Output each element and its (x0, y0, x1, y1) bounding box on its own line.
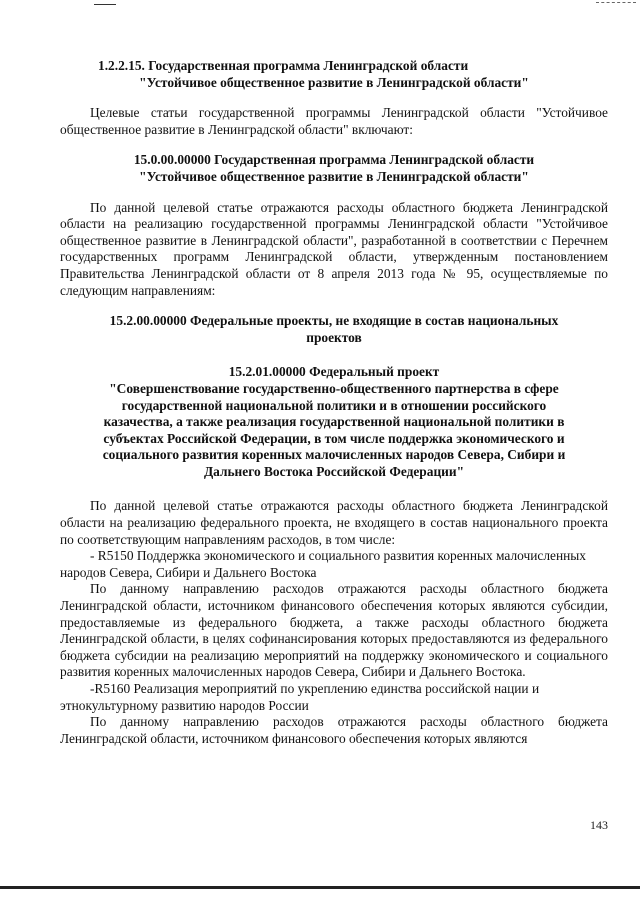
federal-project-heading-line1: 15.2.01.00000 Федеральный проект (228, 364, 440, 380)
federal-project-heading-line4: казачества, а также реализация государственной национальной политики в (103, 414, 565, 430)
intro-paragraph: Целевые статьи государственной программы Ленинградской области "Устойчивое общественное развитие в Ленинградской области" включают: (60, 105, 608, 137)
scan-artifact-line (94, 4, 116, 5)
federal-project-heading-line3: государственной национальной политики и в отношении российского (121, 397, 547, 413)
program-paragraph: По данной целевой статье отражаются расходы областного бюджета Ленинградской области на реализацию государственной программы Ленинградской области "Устойчивое общественное развитие в Ленинградской области", разработанной в соответствии с Перечнем государственных программ Ленинградской области, утвержденным постановлением Правительства Ленинградской области от 8 апреля 2013 года № 95, осуществляемые по следующим направлениям: (60, 199, 608, 298)
federal-project-heading-line5: субъектах Российской Федерации, в том числе поддержка экономического и (103, 430, 565, 446)
document-page (60, 58, 608, 747)
program-heading-line1: 15.0.00.00000 Государственная программа Ленинградской области (133, 152, 535, 168)
item-r5150-label: - R5150 Поддержка экономического и социального развития коренных малочисленных народов Севера, Сибири и Дальнего Востока (60, 548, 586, 580)
program-heading-line2: "Устойчивое общественное развитие в Ленинградской области" (139, 168, 529, 184)
federal-project-paragraph: По данной целевой статье отражаются расходы областного бюджета Ленинградской области на реализацию федерального проекта, не входящего в состав национального проекта по соответствующим направлениям расходов, в том числе: (60, 498, 608, 547)
scan-bottom-border (0, 886, 640, 889)
scan-artifact-line (596, 2, 636, 3)
federal-projects-heading-line1: 15.2.00.00000 Федеральные проекты, не входящие в состав национальных (109, 313, 559, 329)
item-r5160-label: -R5160 Реализация мероприятий по укреплению единства российской нации и этнокультурному развитию народов России (60, 681, 540, 713)
section-title-line2: "Устойчивое общественное развитие в Ленинградской области" (139, 74, 529, 90)
federal-project-heading-line7: Дальнего Востока Российской Федерации" (203, 463, 465, 479)
federal-project-heading-line6: социального развития коренных малочисленных народов Севера, Сибири и (102, 447, 566, 463)
item-r5160-paragraph: По данному направлению расходов отражаются расходы областного бюджета Ленинградской области, источником финансового обеспечения которых являются (60, 714, 608, 746)
federal-project-heading-line2: "Совершенствование государственно-общественного партнерства в сфере (109, 380, 559, 396)
federal-projects-heading-line2: проектов (306, 329, 362, 345)
item-r5150-paragraph: По данному направлению расходов отражаются расходы областного бюджета Ленинградской области, источником финансового обеспечения которых являются субсидии, предоставляемые из федерального бюджета, а также расходы областного бюджета Ленинградской области, в целях софинансирования которых предоставляются из федерального бюджета субсидии на реализацию мероприятий на поддержку экономического и социального развития коренных малочисленных народов Севера, Сибири и Дальнего Востока. (60, 581, 608, 680)
section-title-line1: 1.2.2.15. Государственная программа Ленинградской области (98, 58, 469, 73)
page-number: 143 (590, 818, 608, 832)
